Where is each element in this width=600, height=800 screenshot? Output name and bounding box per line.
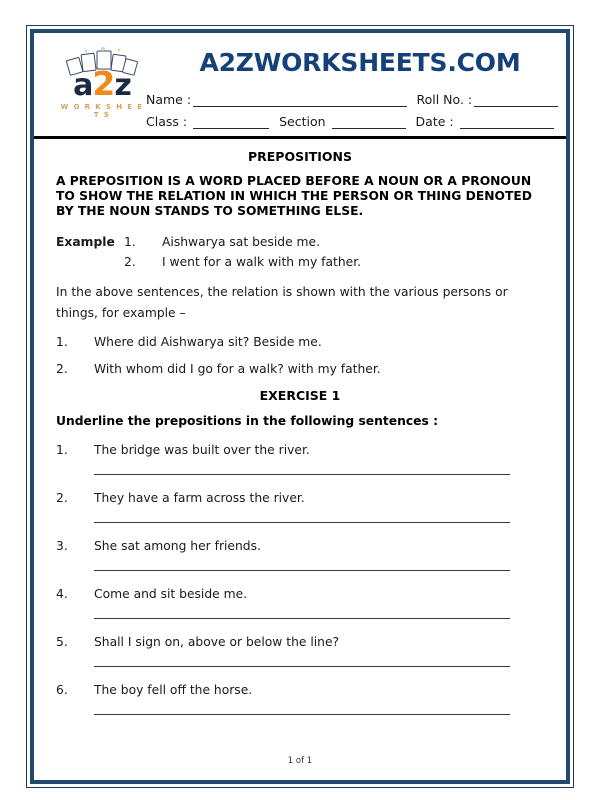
worksheet-body [34, 143, 566, 729]
definition-text: A PREPOSITION IS A WORD PLACED BEFORE A NOUN OR A PRONOUN TO SHOW THE RELATION IN WHICH THE PERSON OR THING DENOTED BY THE NOUN STANDS TO SOMETHING ELSE. [56, 174, 532, 218]
page-indicator: 1 of 1 [287, 756, 313, 766]
header-divider [34, 136, 566, 139]
question-row [56, 633, 544, 652]
example-number: 1. [124, 235, 136, 249]
question-row [56, 441, 544, 460]
name-label: Name : [146, 92, 192, 107]
answer-line[interactable] [94, 570, 510, 571]
question-row [56, 681, 544, 700]
section-label: Section [279, 114, 326, 129]
answer-line[interactable] [94, 666, 510, 667]
name-input[interactable] [193, 94, 407, 107]
question-row [56, 489, 544, 508]
class-section-date-row [146, 107, 558, 129]
qa-item [56, 359, 544, 379]
example-text: Aishwarya sat beside me. [162, 235, 320, 249]
qa-number: 2. [56, 362, 68, 376]
question-item [56, 585, 544, 619]
section-input[interactable] [332, 116, 406, 129]
example-number: 2. [124, 255, 136, 269]
logo-subtitle: W O R K S H E E T S [60, 103, 144, 119]
example-row [56, 232, 544, 252]
answer-line[interactable] [94, 618, 510, 619]
question-text: They have a farm across the river. [94, 491, 305, 505]
question-item [56, 441, 544, 475]
class-label: Class : [146, 114, 188, 129]
answer-line[interactable] [94, 522, 510, 523]
date-input[interactable] [460, 116, 554, 129]
example-label-spacer [56, 252, 124, 272]
student-info-fields [146, 85, 558, 129]
question-item [56, 489, 544, 523]
roll-no-input[interactable] [474, 94, 558, 107]
logo-digit-2: 2 [92, 64, 115, 103]
question-text: The bridge was built over the river. [94, 443, 310, 457]
qa-text: Where did Aishwarya sit? Beside me. [94, 335, 322, 349]
example-text: I went for a walk with my father. [162, 255, 362, 269]
example-row [56, 252, 544, 272]
question-number: 3. [56, 539, 68, 553]
question-number: 6. [56, 683, 68, 697]
logo-letter-z: z [114, 68, 131, 103]
question-item [56, 633, 544, 667]
answer-line[interactable] [94, 474, 510, 475]
explanation-text: In the above sentences, the relation is shown with the various persons or things, for example – [56, 285, 508, 320]
logo-letter-a: a [73, 68, 93, 103]
qa-text: With whom did I go for a walk? with my father. [94, 362, 381, 376]
question-row [56, 585, 544, 604]
question-item [56, 537, 544, 571]
example-block [56, 232, 544, 272]
date-label: Date : [415, 114, 454, 129]
example-label: Example [56, 235, 115, 249]
question-number: 4. [56, 587, 68, 601]
logo-wordmark [56, 64, 148, 103]
exercise-heading: EXERCISE 1 [259, 388, 341, 403]
qa-item [56, 332, 544, 352]
class-input[interactable] [193, 116, 269, 129]
worksheet-sheet [34, 33, 566, 780]
site-title: A2ZWORKSHEETS.COM [199, 48, 521, 77]
exercise-instruction: Underline the prepositions in the following sentences : [56, 414, 439, 428]
question-number: 5. [56, 635, 68, 649]
question-row [56, 537, 544, 556]
question-item [56, 681, 544, 715]
question-text: Come and sit beside me. [94, 587, 248, 601]
qa-number: 1. [56, 335, 68, 349]
worksheet-header [34, 33, 566, 137]
question-text: Shall I sign on, above or below the line? [94, 635, 340, 649]
question-text: The boy fell off the horse. [94, 683, 253, 697]
question-text: She sat among her friends. [94, 539, 261, 553]
question-number: 1. [56, 443, 68, 457]
worksheet-title: PREPOSITIONS [247, 149, 353, 164]
roll-no-label: Roll No. : [416, 92, 473, 107]
a2z-logo[interactable] [56, 47, 148, 125]
question-number: 2. [56, 491, 68, 505]
name-roll-row [146, 85, 558, 107]
answer-line[interactable] [94, 714, 510, 715]
